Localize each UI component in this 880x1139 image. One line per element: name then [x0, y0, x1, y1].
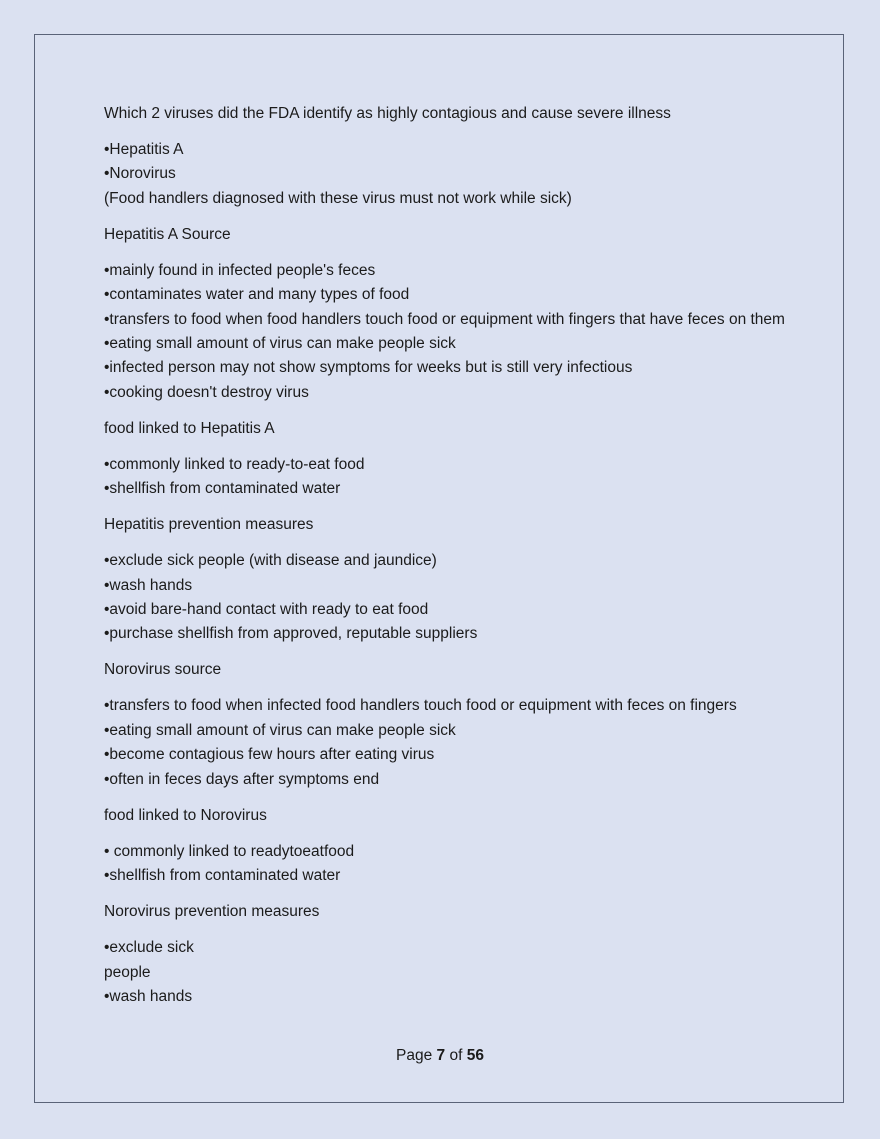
virus-list [104, 138, 794, 211]
total-pages-number: 56 [466, 1047, 484, 1064]
list-item: •wash hands [104, 576, 193, 594]
list-item: •eating small amount of virus can make people sick [104, 335, 456, 353]
list-item: • commonly linked to readytoeatfood [104, 842, 355, 860]
list-item: •shellfish from contaminated water [104, 867, 341, 885]
hepatitis-prevention-list [104, 549, 794, 647]
document-body [104, 102, 794, 1021]
list-note: (Food handlers diagnosed with these virus must not work while sick) [104, 189, 572, 207]
list-item: •mainly found in infected people's feces [104, 261, 376, 279]
list-item: •infected person may not show symptoms for weeks but is still very infectious [104, 359, 633, 377]
list-item: •transfers to food when infected food handlers touch food or equipment with feces on fingers [104, 697, 737, 715]
list-item: •exclude sick people (with disease and jaundice) [104, 552, 437, 570]
norovirus-source-list [104, 694, 794, 792]
section-heading-hepatitis-prevention: Hepatitis prevention measures [104, 516, 314, 534]
hepatitis-a-source-list [104, 259, 794, 405]
section-heading-food-norovirus: food linked to Norovirus [104, 806, 267, 824]
list-item: •commonly linked to ready-to-eat food [104, 455, 365, 473]
food-hepatitis-a-list [104, 453, 794, 502]
current-page-number: 7 [436, 1047, 446, 1064]
of-label: of [449, 1047, 463, 1064]
food-norovirus-list [104, 840, 794, 889]
section-heading-food-hepatitis-a: food linked to Hepatitis A [104, 419, 275, 437]
list-item: •wash hands [104, 987, 193, 1005]
list-item: •Hepatitis A [104, 141, 184, 158]
list-item: •eating small amount of virus can make people sick [104, 721, 456, 739]
question-text: Which 2 viruses did the FDA identify as highly contagious and cause severe illness [104, 105, 671, 122]
list-item: •exclude sick [104, 939, 194, 957]
list-item: •purchase shellfish from approved, reputable suppliers [104, 625, 478, 643]
list-item: •transfers to food when food handlers touch food or equipment with fingers that have feces on them [104, 310, 785, 328]
section-heading-norovirus-source: Norovirus source [104, 661, 222, 679]
list-item: •contaminates water and many types of food [104, 286, 410, 304]
list-item: •Norovirus [104, 165, 176, 183]
list-item: people [104, 963, 151, 981]
list-item: •become contagious few hours after eating virus [104, 746, 435, 764]
section-heading-hepatitis-a-source: Hepatitis A Source [104, 225, 231, 243]
list-item: •often in feces days after symptoms end [104, 770, 380, 788]
list-item: •shellfish from contaminated water [104, 480, 341, 498]
list-item: •avoid bare-hand contact with ready to eat food [104, 601, 429, 619]
section-heading-norovirus-prevention: Norovirus prevention measures [104, 903, 320, 921]
page-footer [0, 1044, 880, 1068]
norovirus-prevention-list [104, 936, 794, 1009]
list-item: •cooking doesn't destroy virus [104, 383, 309, 401]
page-label: Page [396, 1047, 433, 1064]
